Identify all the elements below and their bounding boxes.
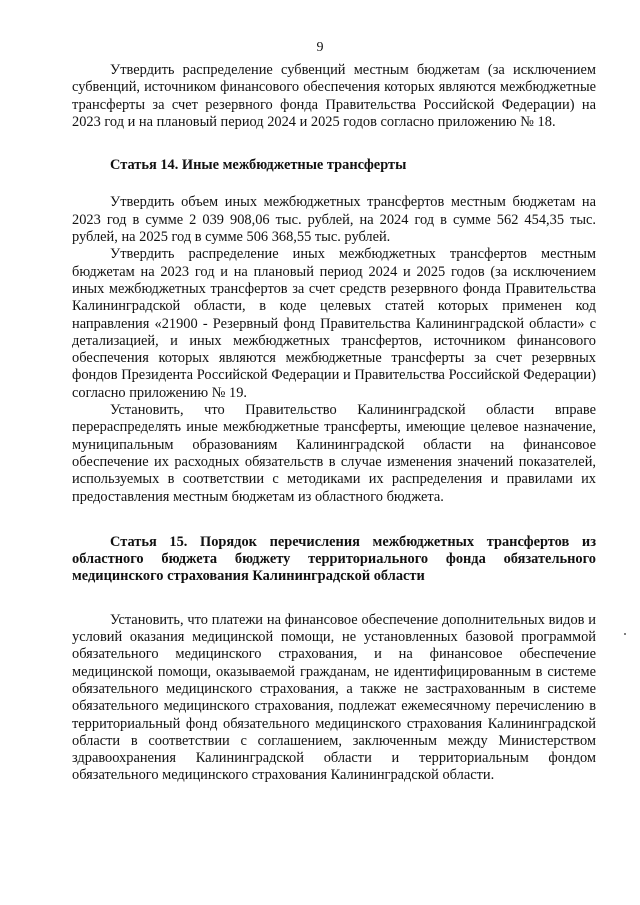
article-15-title: Статья 15. Порядок перечисления межбюджетных трансфертов из областного бюджета бюджету территориального фонда обязательного медицинского страхования Калининградской области	[72, 533, 596, 585]
article-14-paragraph-2: Утвердить распределение иных межбюджетных трансфертов местным бюджетам на 2023 год и на плановый период 2024 и 2025 годов (за исключением иных межбюджетных трансфертов за счет средств резервного фонда Правительства Калининградской области, в коде целевых статей которых применен код направления «21900 - Резервный фонд Правительства Калининградской области» с детализацией, и иных межбюджетных трансфертов, источником финансового обеспечения которых являются межбюджетные трансферты за счет резервных фондов Президента Российской Федерации и Правительства Российской Федерации) согласно приложению № 19.	[72, 246, 596, 401]
document-body	[72, 62, 596, 785]
article-14-paragraph-1: Утвердить объем иных межбюджетных трансфертов местным бюджетам на 2023 год в сумме 2 039 908,06 тыс. рублей, на 2024 год в сумме 562 454,35 тыс. рублей, на 2025 год в сумме 506 368,55 тыс. рублей.	[72, 194, 596, 246]
article-15-paragraph: Установить, что платежи на финансовое обеспечение дополнительных видов и условий оказания медицинской помощи, не установленных базовой программой обязательного медицинского страхования, и на финансовое обеспечение медицинской помощи, оказываемой гражданам, не идентифицированным в системе обязательного медицинского страхования, а также не застрахованным в системе обязательного медицинского страхования, подлежат ежемесячному перечислению в территориальный фонд обязательного медицинского страхования Калининградской области в соответствии с соглашением, заключенным между Министерством здравоохранения Калининградской области и территориальным фондом обязательного медицинского страхования Калининградской области.	[72, 611, 596, 784]
margin-dot	[624, 633, 626, 635]
page-number: 9	[316, 40, 324, 55]
article-14-paragraph-3: Установить, что Правительство Калининградской области вправе перераспределять иные межбюджетные трансферты, имеющие целевое назначение, муниципальным образованиям Калининградской области на финансовое обеспечение их расходных обязательств в случае изменения значений показателей, используемых в соответствии с методиками их распределения и правилами их предоставления местным бюджетам из областного бюджета.	[72, 402, 596, 505]
article-14-title: Статья 14. Иные межбюджетные трансферты	[110, 157, 407, 174]
intro-paragraph: Утвердить распределение субвенций местным бюджетам (за исключением субвенций, источником финансового обеспечения которых являются межбюджетные трансферты за счет резервного фонда Правительства Российской Федерации) на 2023 год и на плановый период 2024 и 2025 годов согласно приложению № 18.	[72, 62, 596, 130]
